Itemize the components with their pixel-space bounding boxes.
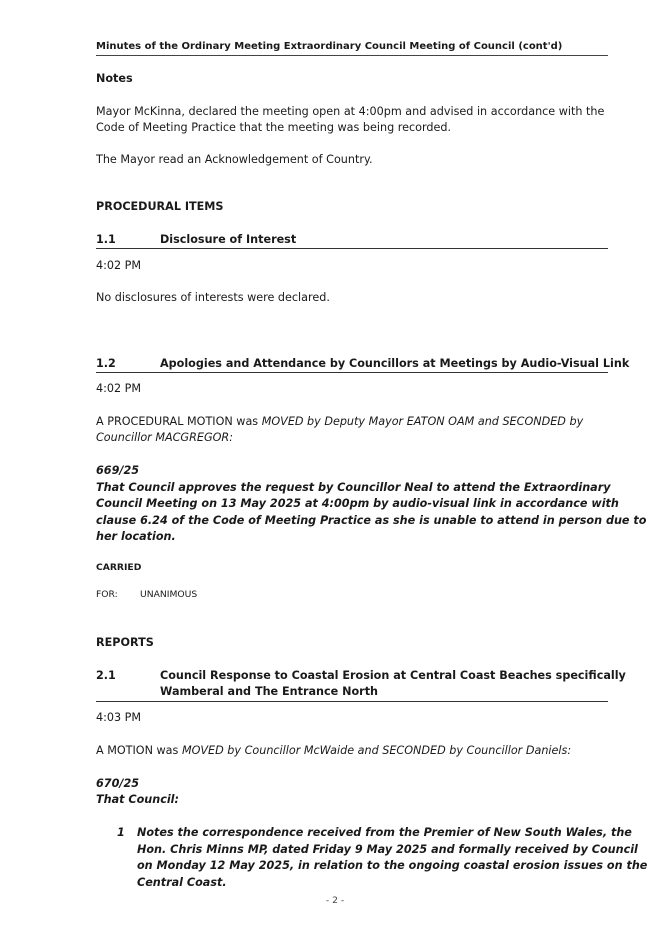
item-2-1-title-line2: Wamberal and The Entrance North (160, 685, 379, 698)
motion-movers: MOVED by Councillor McWaide and SECONDED by Councillor Daniels: (181, 744, 572, 757)
item-1-1-time: 4:02 PM (96, 259, 142, 272)
reports-heading: REPORTS (96, 636, 154, 649)
notes-heading: Notes (96, 72, 133, 85)
item-2-1-rule (96, 701, 608, 702)
item-1-2-number: 1.2 (96, 357, 116, 370)
resolution-670-intro: That Council: (96, 793, 179, 806)
resolution-670-list-number: 1 (117, 826, 125, 839)
resolution-670-number: 670/25 (96, 777, 140, 790)
item-1-2-rule (96, 372, 608, 373)
item-1-1-rule (96, 248, 608, 249)
resolution-670-list-line4: Central Coast. (137, 876, 227, 889)
resolution-669-line2: Council Meeting on 13 May 2025 at 4:00pm by audio-visual link in accordance with (96, 497, 619, 510)
item-2-1-time: 4:03 PM (96, 711, 142, 724)
item-1-1-title: Disclosure of Interest (160, 233, 297, 246)
item-2-1-number: 2.1 (96, 669, 116, 682)
item-1-1-number: 1.1 (96, 233, 116, 246)
motion-movers: MOVED by Deputy Mayor EATON OAM and SECONDED by (261, 415, 584, 428)
resolution-669-line1: That Council approves the request by Councillor Neal to attend the Extraordinary (96, 481, 611, 494)
item-1-1-text: No disclosures of interests were declared. (96, 291, 330, 304)
motion-prefix: A PROCEDURAL MOTION was (96, 415, 262, 428)
notes-para1-line2: Code of Meeting Practice that the meeting was being recorded. (96, 121, 452, 134)
resolution-670-list-line1: Notes the correspondence received from the Premier of New South Wales, the (137, 826, 632, 839)
resolution-669-line4: her location. (96, 530, 176, 543)
motion-prefix: A MOTION was (96, 744, 182, 757)
resolution-669-number: 669/25 (96, 464, 140, 477)
item-2-1-title-line1: Council Response to Coastal Erosion at Central Coast Beaches specifically (160, 669, 626, 682)
procedural-heading: PROCEDURAL ITEMS (96, 200, 224, 213)
item-1-2-time: 4:02 PM (96, 382, 142, 395)
resolution-669-line3: clause 6.24 of the Code of Meeting Practice as she is unable to attend in person due to (96, 514, 647, 527)
result-carried: CARRIED (96, 562, 142, 573)
resolution-670-list-line2: Hon. Chris Minns MP, dated Friday 9 May 2025 and formally received by Council (137, 843, 638, 856)
vote-for-label: FOR: (96, 589, 118, 600)
running-header: Minutes of the Ordinary Meeting Extraordinary Council Meeting of Council (cont'd) (96, 41, 563, 52)
page-number: - 2 - (325, 895, 345, 906)
notes-para1-line1: Mayor McKinna, declared the meeting open at 4:00pm and advised in accordance with the (96, 105, 605, 118)
resolution-670-list-line3: on Monday 12 May 2025, in relation to the ongoing coastal erosion issues on the (137, 859, 648, 872)
vote-for-value: UNANIMOUS (140, 589, 198, 600)
item-2-1-motion (96, 743, 571, 759)
item-1-2-motion-line1 (96, 414, 583, 430)
header-rule (96, 55, 608, 56)
item-1-2-title: Apologies and Attendance by Councillors at Meetings by Audio-Visual Link (160, 357, 630, 370)
item-1-2-motion-line2: Councillor MACGREGOR: (96, 431, 233, 444)
notes-para2: The Mayor read an Acknowledgement of Country. (96, 153, 373, 166)
